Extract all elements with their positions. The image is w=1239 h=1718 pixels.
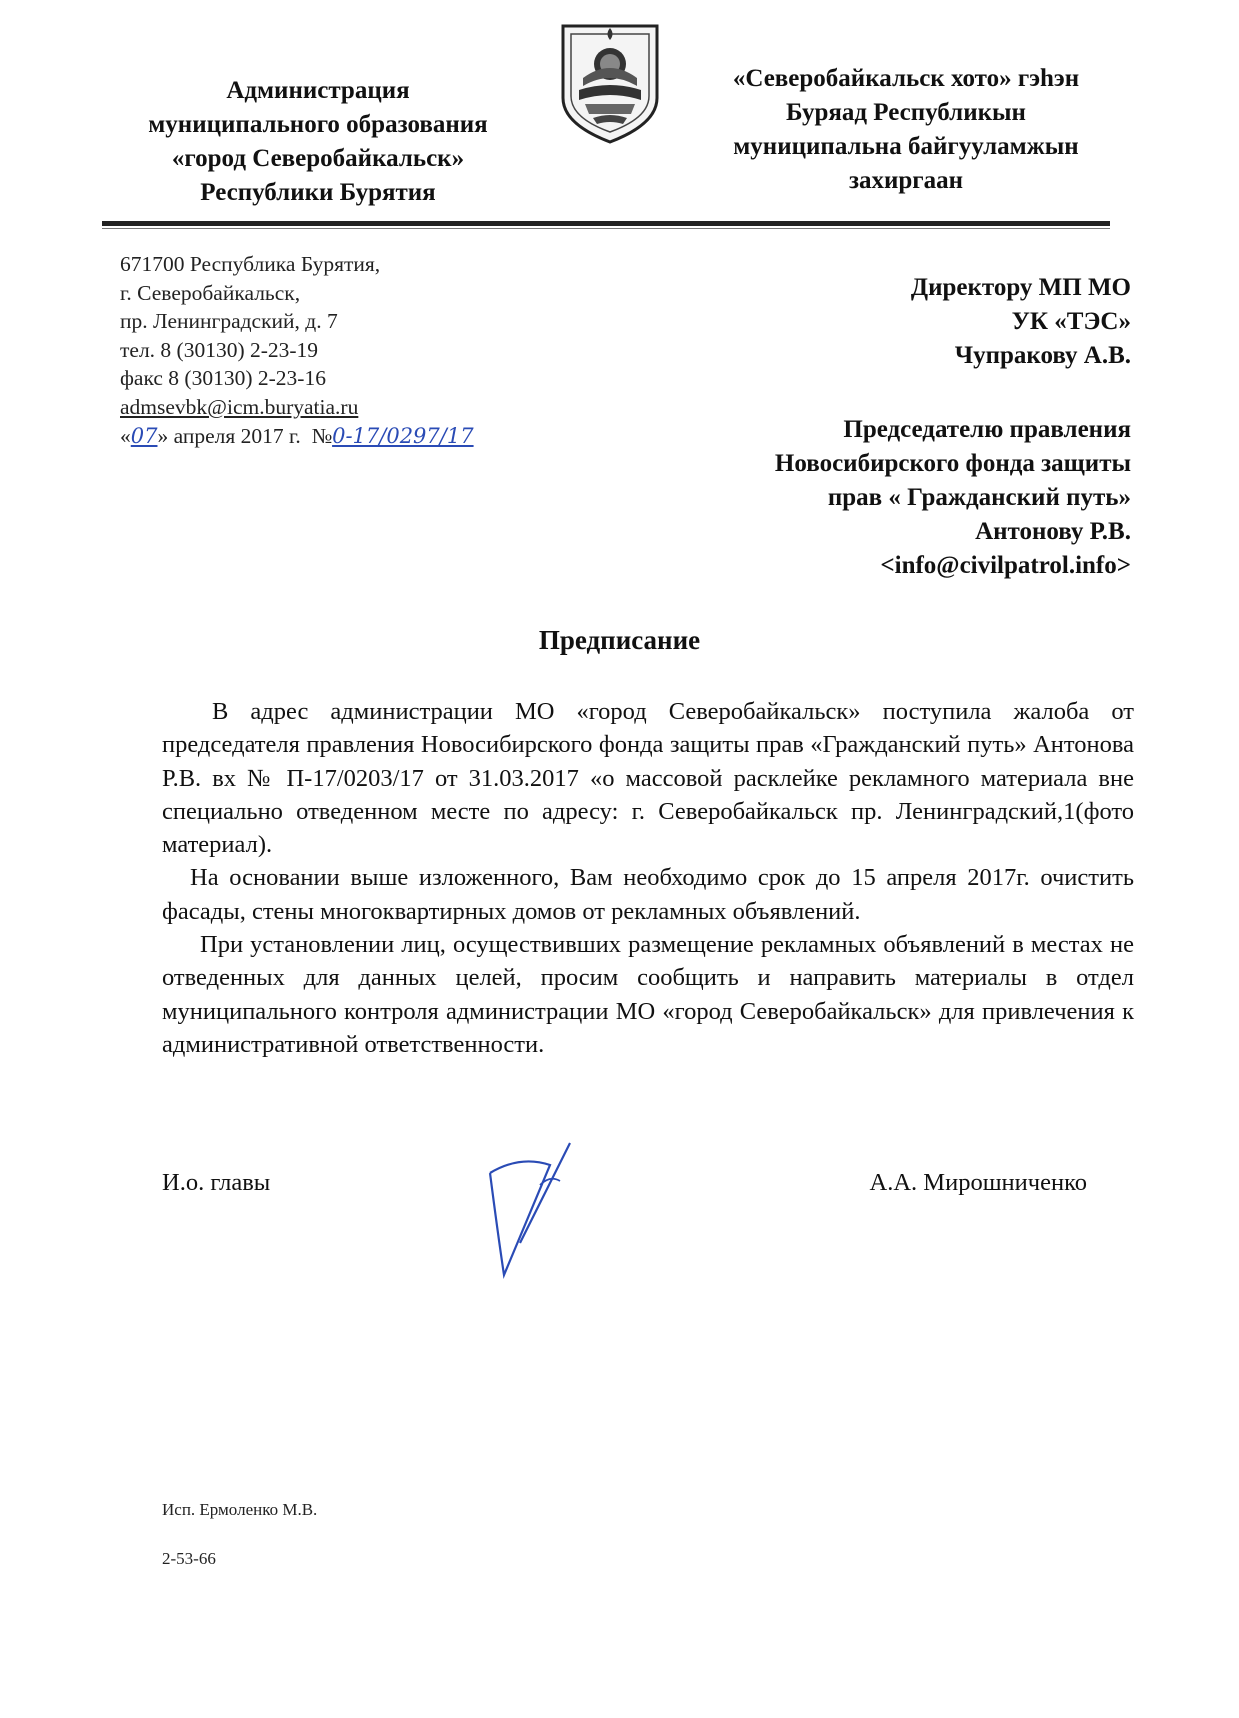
org-line: «город Северобайкальск» <box>171 145 465 172</box>
org-line: «Северобайкальск хото» гэһэн <box>732 65 1080 92</box>
recipient2-email: <info@civilpatrol.info> <box>880 552 1131 579</box>
executor-phone: 2-53-66 <box>162 1549 216 1568</box>
header-divider <box>102 221 1110 226</box>
coat-of-arms-emblem <box>553 20 667 146</box>
org-name-buryat <box>688 62 1124 198</box>
sender-block <box>120 250 540 450</box>
document-title: Предписание <box>538 625 701 655</box>
date-number-line <box>120 422 540 451</box>
sender-address-line: г. Северобайкальск, <box>120 280 301 305</box>
sender-fax: факс 8 (30130) 2-23-16 <box>120 366 326 391</box>
sender-phone: тел. 8 (30130) 2-23-19 <box>120 337 319 362</box>
recipient2-line: Антонову Р.В. <box>975 518 1131 545</box>
number-handwritten: 0-17/0297/17 <box>332 423 474 448</box>
org-line: муниципальна байгууламжын <box>733 133 1079 160</box>
date-day-handwritten: 07 <box>130 423 158 448</box>
org-line: Республики Бурятия <box>200 179 436 206</box>
date-rest: » апреля 2017 г. <box>157 423 301 448</box>
date-open-quote: « <box>120 423 131 448</box>
body-paragraph: При установлении лиц, осуществивших размещение рекламных объявлений в местах не отведенных для данных целей, просим сообщить и направить материалы в отдел муниципального контроля администрации МО «город Северобайкальск» для привлечения к административной ответственности. <box>162 931 1134 1058</box>
signatory-name: А.А. Мирошниченко <box>869 1169 1087 1196</box>
addressee-spacer <box>511 373 1131 413</box>
handwritten-signature <box>480 1135 590 1285</box>
recipient1-line: УК «ТЭС» <box>1011 308 1131 335</box>
header-divider-thin <box>102 228 1110 229</box>
document-body <box>162 695 1134 1061</box>
org-line: Администрация <box>226 77 410 104</box>
recipient1-line: Директору МП МО <box>910 274 1131 301</box>
org-line: захиргаан <box>848 167 964 194</box>
recipient2-line: Председателю правления <box>843 416 1131 443</box>
body-paragraph: В адрес администрации МО «город Северобайкальск» поступила жалоба от председателя правления Новосибирского фонда защиты прав «Гражданский путь» Антонова Р.В. вх № П-17/0203/17 от 31.03.2017 «о массовой расклейке рекламного материала вне специально отведенном месте по адресу: г. Северобайкальск пр. Ленинградский,1(фото материал). <box>162 698 1134 859</box>
org-name-russian <box>100 74 536 210</box>
recipient2-line: Новосибирского фонда защиты <box>774 450 1131 477</box>
number-prefix: № <box>311 423 333 448</box>
org-line: муниципального образования <box>148 111 488 138</box>
executor-name: Исп. Ермоленко М.В. <box>162 1500 318 1519</box>
sender-address-line: пр. Ленинградский, д. 7 <box>120 309 338 334</box>
body-paragraph: На основании выше изложенного, Вам необходимо срок до 15 апреля 2017г. очистить фасады, стены многоквартирных домов от рекламных объявлений. <box>162 864 1134 925</box>
recipient2-line: прав « Гражданский путь» <box>827 484 1131 511</box>
signatory-role: И.о. главы <box>162 1169 271 1196</box>
recipient1-line: Чупракову А.В. <box>954 342 1131 369</box>
addressee-block <box>511 271 1131 583</box>
sender-address-line: 671700 Республика Бурятия, <box>120 252 381 276</box>
org-line: Буряад Республикын <box>786 99 1026 126</box>
sender-email: admsevbk@icm.buryatia.ru <box>120 394 359 419</box>
